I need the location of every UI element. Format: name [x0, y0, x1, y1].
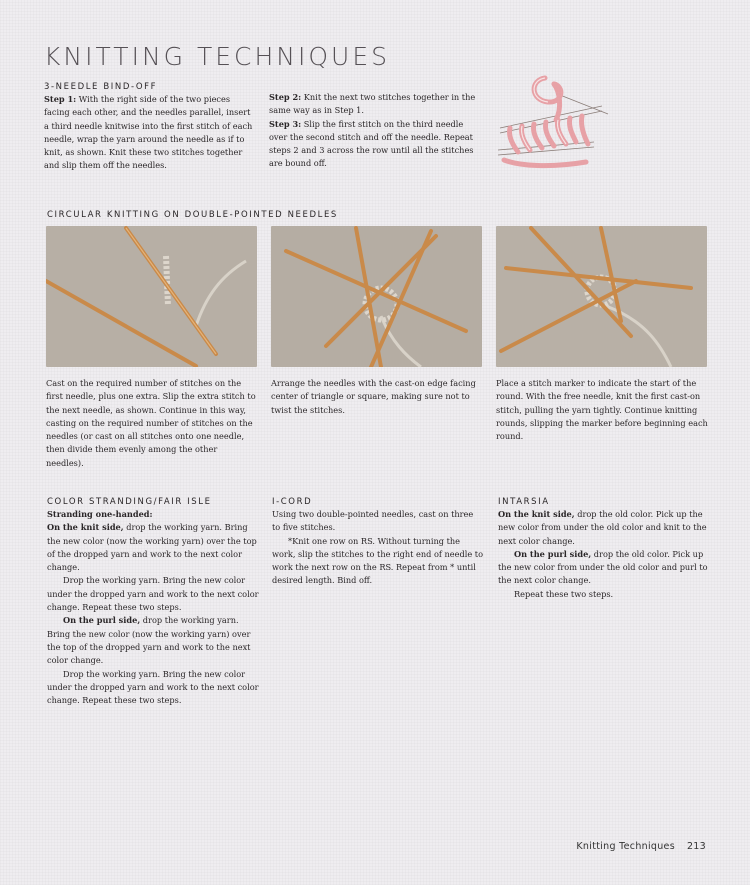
step3-text: Slip the first stitch on the third needle over the second stitch and off the needle. Repeat steps 2 and 3 across the row until all the stitches are bound off.: [269, 118, 474, 169]
intarsia-p2-label: On the purl side,: [514, 548, 592, 559]
stranding-p3-text: drop the working yarn. Bring the new color (now the working yarn) over the top of the dropped yarn and work to the next color change.: [47, 615, 251, 666]
circular-photo-3: [496, 226, 707, 367]
stranding-p4: Drop the working yarn. Bring the new color under the dropped yarn and work to the next color change. Repeat these two steps.: [47, 668, 259, 706]
stranding-heading: COLOR STRANDING/FAIR ISLE: [47, 497, 212, 507]
page-footer: [576, 841, 706, 852]
bindoff-illustration: [490, 70, 610, 175]
intarsia-body: [498, 508, 708, 601]
stranding-subheading: Stranding one-handed:: [47, 509, 153, 519]
stranding-p1-text: drop the working yarn. Bring the new color (now the working yarn) over the top of the dropped yarn and work to the next color change.: [47, 522, 257, 573]
footer-label: Knitting Techniques: [576, 841, 675, 852]
intarsia-p3: Repeat these two steps.: [514, 588, 614, 599]
circular-caption-1: Cast on the required number of stitches on the first needle, plus one extra. Slip the extra stitch to the next needle, as shown. Continue in this way, casting on the required number of stitches on the needles (or cast on all stitches onto one needle, then divide them evenly among the other needles).: [46, 378, 256, 468]
icord-body: [272, 508, 484, 588]
stranding-p3-label: On the purl side,: [63, 615, 141, 626]
step3-label: Step 3:: [269, 118, 302, 129]
page-number: 213: [686, 841, 706, 852]
stranding-p1-label: On the knit side,: [47, 522, 124, 533]
intarsia-heading: INTARSIA: [498, 497, 550, 507]
icord-p1: Using two double-pointed needles, cast on three to five stitches.: [272, 509, 474, 533]
circular-caption-3: Place a stitch marker to indicate the start of the round. With the free needle, knit the first cast-on stitch, pulling the yarn tightly. Continue knitting rounds, slipping the marker before beginning each round.: [496, 378, 708, 442]
circular-caption-2: Arrange the needles with the cast-on edge facing center of triangle or square, making sure not to twist the stitches.: [271, 378, 476, 415]
circular-photo-2: [271, 226, 482, 367]
stranding-body: [47, 508, 261, 707]
step2-text: Knit the next two stitches together in the same way as in Step 1.: [269, 92, 476, 116]
circular-photo-1: [46, 226, 257, 367]
step2-label: Step 2:: [269, 92, 302, 102]
circular-heading: CIRCULAR KNITTING ON DOUBLE-POINTED NEEDLES: [47, 210, 338, 220]
icord-heading: I-CORD: [272, 497, 313, 507]
icord-p2: *Knit one row on RS. Without turning the work, slip the stitches to the right end of needle to work the next row on the RS. Repeat from * until desired length. Bind off.: [272, 535, 484, 586]
bindoff-heading: 3-NEEDLE BIND-OFF: [44, 82, 158, 92]
stranding-p2: Drop the working yarn. Bring the new color under the dropped yarn and work to the next color change. Repeat these two steps.: [47, 575, 259, 613]
step1-label: Step 1:: [44, 94, 77, 104]
intarsia-p1-label: On the knit side,: [498, 509, 575, 519]
intarsia-p2-text: drop the old color. Pick up the new color from under the old color and purl to the next color change.: [498, 548, 708, 586]
bindoff-steps-2-3: [269, 91, 479, 171]
step1-text: With the right side of the two pieces facing each other, and the needles parallel, insert a third needle knitwise into the first stitch of each needle, wrap the yarn around the needle as if to knit, as shown. Knit these two stitches together and slip them off the needles.: [44, 94, 253, 171]
intarsia-p1-text: drop the old color. Pick up the new color from under the old color and knit to the next color change.: [498, 509, 707, 546]
page-title: KNITTING TECHNIQUES: [44, 42, 391, 71]
bindoff-step1: [44, 93, 256, 173]
